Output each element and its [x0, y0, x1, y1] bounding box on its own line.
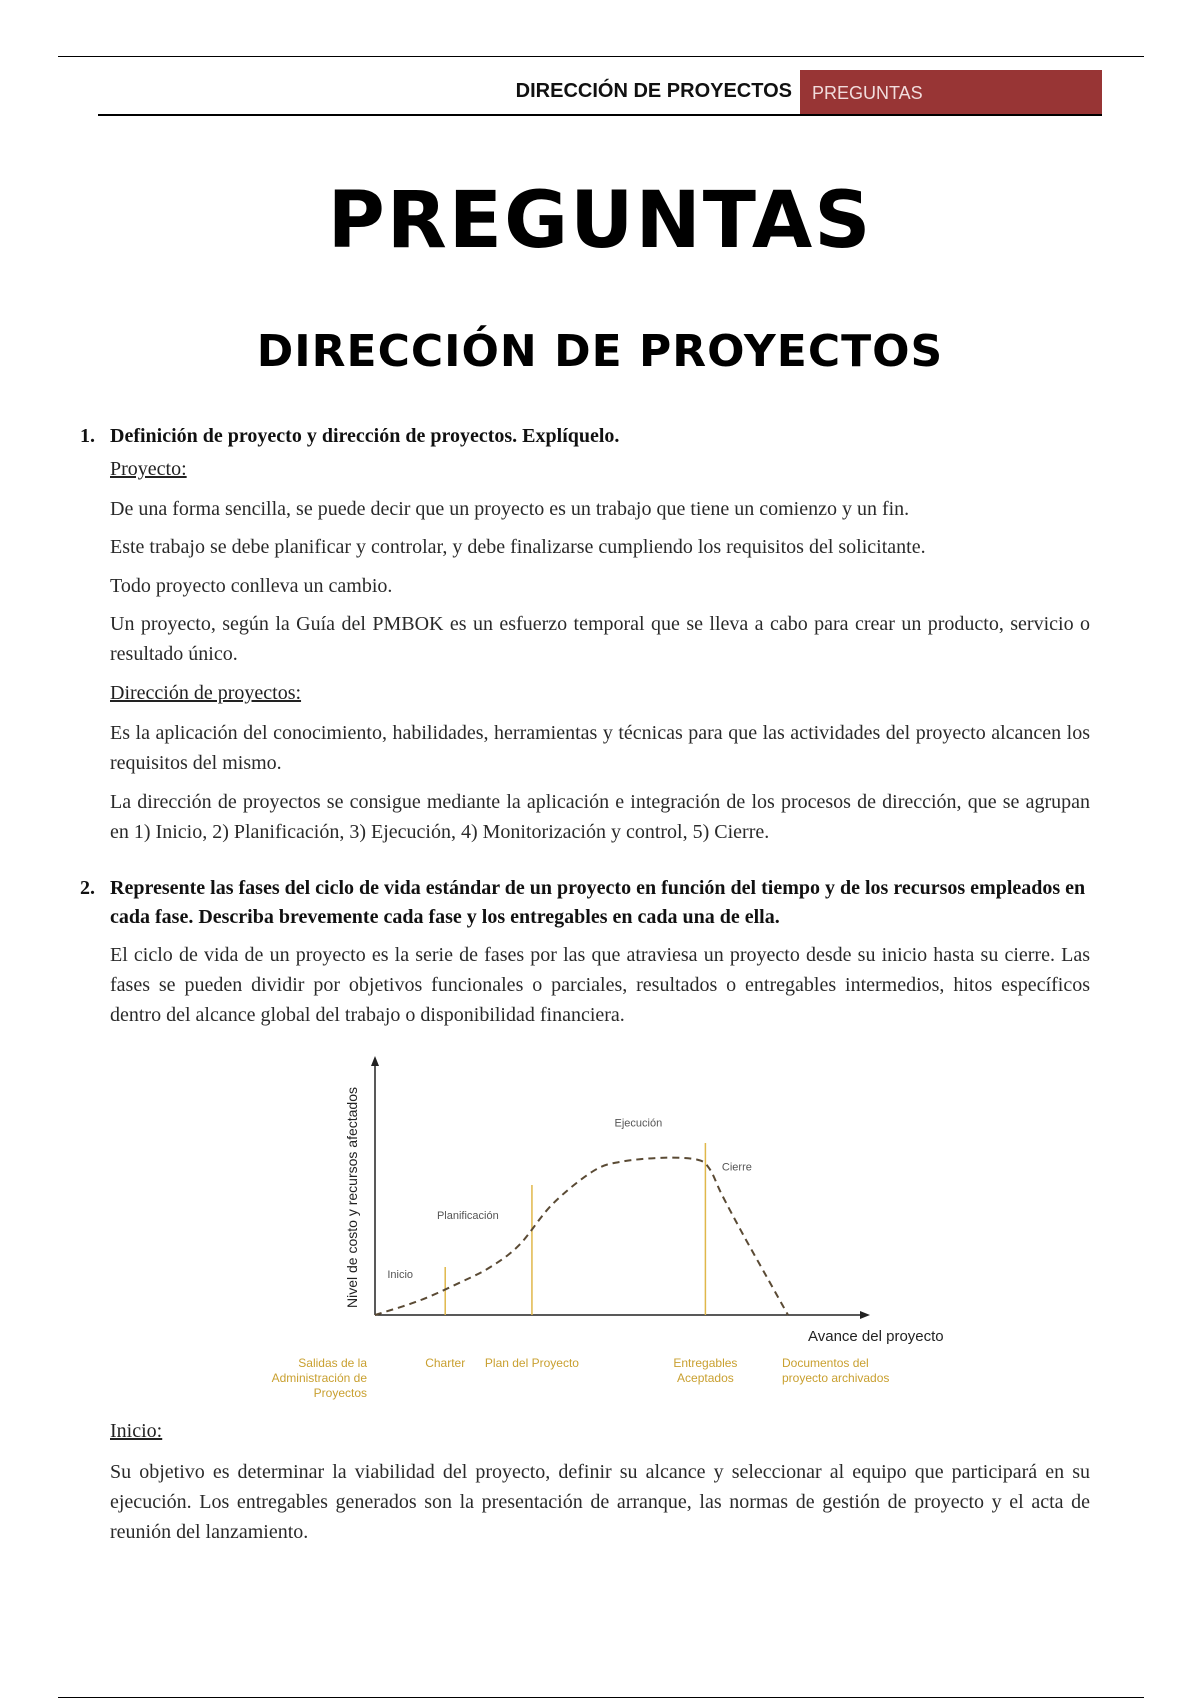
milestone-label-line: Documentos del [782, 1356, 869, 1370]
question-1-text: Definición de proyecto y dirección de proyectos. Explíquelo. [110, 425, 620, 447]
question-1-number: 1. [80, 425, 95, 447]
x-axis-label: Avance del proyecto [808, 1328, 944, 1345]
paragraph: De una forma sencilla, se puede decir que un proyecto es un trabajo que tiene un comienzo y un fin. [110, 498, 910, 520]
paragraph: Es la aplicación del conocimiento, habilidades, herramientas y técnicas para que las actividades del proyecto alcancen los requisitos del mismo. [110, 722, 1090, 774]
milestone-label [782, 1356, 889, 1385]
phase-label: Inicio [387, 1269, 414, 1281]
y-axis-arrow [371, 1056, 379, 1066]
milestone-label-line: Aceptados [677, 1371, 734, 1385]
milestone-label-line: Plan del Proyecto [484, 1356, 579, 1370]
question-2-number: 2. [80, 877, 95, 899]
top-rule [58, 56, 1144, 57]
header-title: DIRECCIÓN DE PROYECTOS [515, 80, 792, 102]
question-1 [80, 422, 1090, 451]
x-axis-arrow [860, 1311, 870, 1319]
subheading-inicio: Inicio: [110, 1420, 163, 1442]
milestone-label [673, 1356, 737, 1385]
subheading-proyecto: Proyecto: [110, 458, 187, 480]
milestone-label-line: Salidas de la [298, 1356, 367, 1370]
milestone-label-line: Charter [425, 1356, 466, 1370]
milestone-label [425, 1356, 465, 1370]
paragraph: Todo proyecto conlleva un cambio. [110, 575, 393, 597]
phase-label: Cierre [721, 1161, 752, 1174]
question-2-text: Represente las fases del ciclo de vida estándar de un proyecto en función del tiempo y de los recursos empleados en cada fase. Describa brevemente cada fase y los entregables en cada una de ella. [110, 877, 1086, 928]
milestone-label-line: Entregables [673, 1356, 738, 1370]
phase-label: Planificación [436, 1209, 499, 1222]
y-axis-label: Nivel de costo y recursos afectados [344, 1087, 360, 1308]
lifecycle-curve [375, 1158, 788, 1315]
subheading-direccion: Dirección de proyectos: [110, 682, 302, 704]
page-subtitle: DIRECCIÓN DE PROYECTOS [256, 326, 944, 377]
header-tab-label: PREGUNTAS [800, 70, 1102, 116]
milestone-label-line: Administración de [271, 1371, 367, 1385]
paragraph: La dirección de proyectos se consigue mediante la aplicación e integración de los procesos de dirección, que se agrupan en 1) Inicio, 2) Planificación, 3) Ejecución, 4) Monitorización y control, 5) Cierre. [110, 791, 1090, 843]
phase-label: Ejecución [614, 1117, 663, 1130]
question-2 [80, 874, 1090, 932]
paragraph: Un proyecto, según la Guía del PMBOK es un esfuerzo temporal que se lleva a cabo para crear un producto, servicio o resultado único. [110, 613, 1090, 665]
page-title: PREGUNTAS [327, 176, 873, 266]
milestone-label [485, 1356, 579, 1370]
milestone-label-line: Proyectos [313, 1386, 367, 1400]
milestone-label-line: proyecto archivados [782, 1371, 890, 1385]
milestone-label [272, 1356, 368, 1400]
paragraph: El ciclo de vida de un proyecto es la serie de fases por las que atraviesa un proyecto desde su inicio hasta su cierre. Las fases se pueden dividir por objetivos funcionales o parciales, resultados o entregables intermedios, hitos específicos dentro del alcance global del trabajo o disponibilidad financiera. [110, 944, 1090, 1026]
bottom-rule [58, 1697, 1144, 1698]
header-rule [98, 114, 1102, 116]
paragraph: Este trabajo se debe planificar y controlar, y debe finalizarse cumpliendo los requisitos del solicitante. [110, 536, 926, 558]
project-lifecycle-chart [240, 1040, 970, 1420]
paragraph: Su objetivo es determinar la viabilidad del proyecto, definir su alcance y seleccionar al equipo que participará en su ejecución. Los entregables generados son la presentación de arranque, las normas de gestión de proyecto y el acta de reunión del lanzamiento. [110, 1461, 1090, 1543]
page-header [98, 70, 1102, 116]
